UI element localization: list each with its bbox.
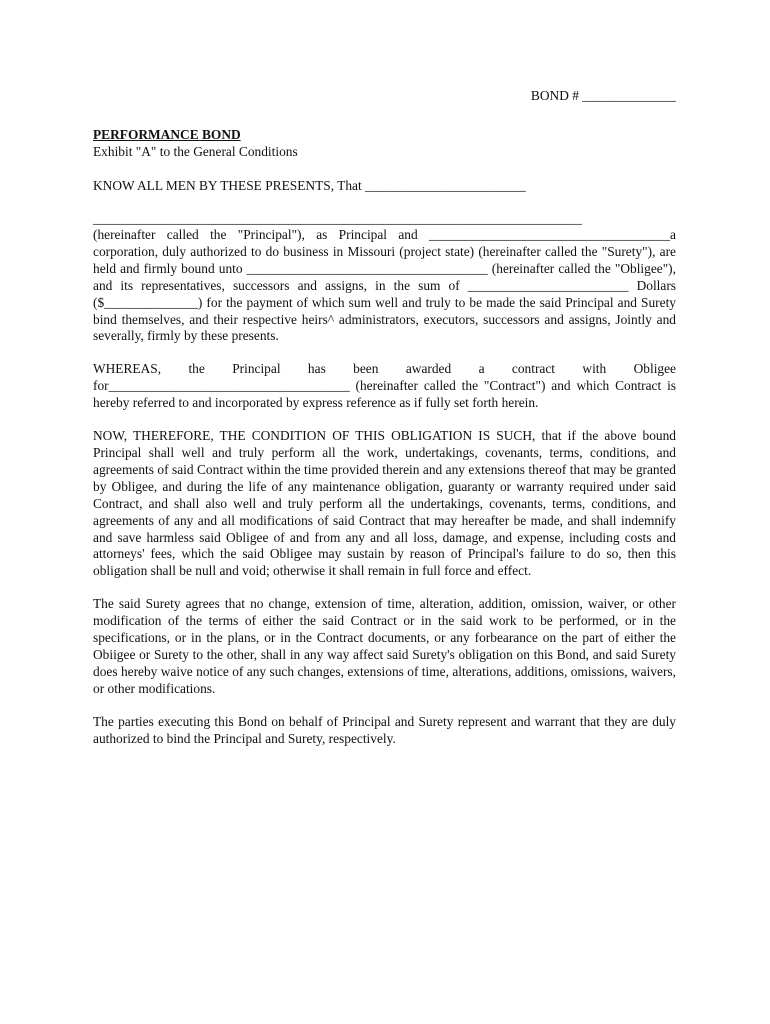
surety-paragraph: The said Surety agrees that no change, extension of time, alteration, addition, omission, waiver, or other modification of the terms of either the said Contract or in the said work to be performed, or in the specifications, or in the plans, or in the Contract documents, or any forbearance on the part of either the Obiigee or Surety to the other, shall in any way affect said Surety's obligation on this Bond, and said Surety does hereby waive notice of any such changes, extensions of time, alterations, additions, omissions, waivers, or other modifications. bbox=[93, 596, 676, 696]
principal-name-blank: _________________________________________________________________________ bbox=[93, 211, 582, 226]
parties-paragraph: The parties executing this Bond on behalf of Principal and Surety represent and warrant that they are duly authorized to bind the Principal and Surety, respectively. bbox=[93, 713, 676, 746]
now-therefore-paragraph: NOW, THEREFORE, THE CONDITION OF THIS OBLIGATION IS SUCH, that if the above bound Principal shall well and truly perform all the work, undertakings, covenants, terms, conditions, and agreements of said Contract within the time provided therein and any extensions thereof that may be granted by Obligee, and during the life of any maintenance obligation, guaranty or warranty required under said Contract, and shall also well and truly perform all the undertakings, covenants, terms, conditions, and agreements of any and all modifications of said Contract that may hereafter be made, and shall indemnify and save harmless said Obligee of and from any and all loss, damage, and expense, including costs and attorneys' fees, which the said Obligee may sustain by reason of Principal's failure to do so, then this obligation shall be null and void; otherwise it shall remain in full force and effect. bbox=[93, 428, 676, 579]
document-page bbox=[93, 86, 676, 747]
principal-paragraph: (hereinafter called the "Principal"), as Principal and ____________________________________a corporation, duly authorized to do business in Missouri (project state) (hereinafter called the "Surety"), are held and firmly bound unto ____________________________________ (hereinafter called the "Obligee"), and its representatives, successors and assigns, in the sum of ________________________ Dollars ($______________) for the payment of which sum well and truly to be made the said Principal and Surety bind themselves, and their respective heirs^ administrators, executors, successors and assigns, Jointly and severally, firmly by these presents. bbox=[93, 227, 676, 344]
bond-number: BOND # ______________ bbox=[530, 88, 676, 103]
document-title: PERFORMANCE BOND bbox=[93, 127, 241, 142]
know-all-men-line: KNOW ALL MEN BY THESE PRESENTS, That ________________________ bbox=[93, 178, 526, 193]
whereas-paragraph: WHEREAS, the Principal has been awarded a contract with Obligee for____________________________________ (hereinafter called the "Contract") and which Contract is hereby referred to and incorporated by express reference as if fully set forth herein. bbox=[93, 361, 676, 411]
document-subtitle: Exhibit "A" to the General Conditions bbox=[93, 144, 298, 159]
